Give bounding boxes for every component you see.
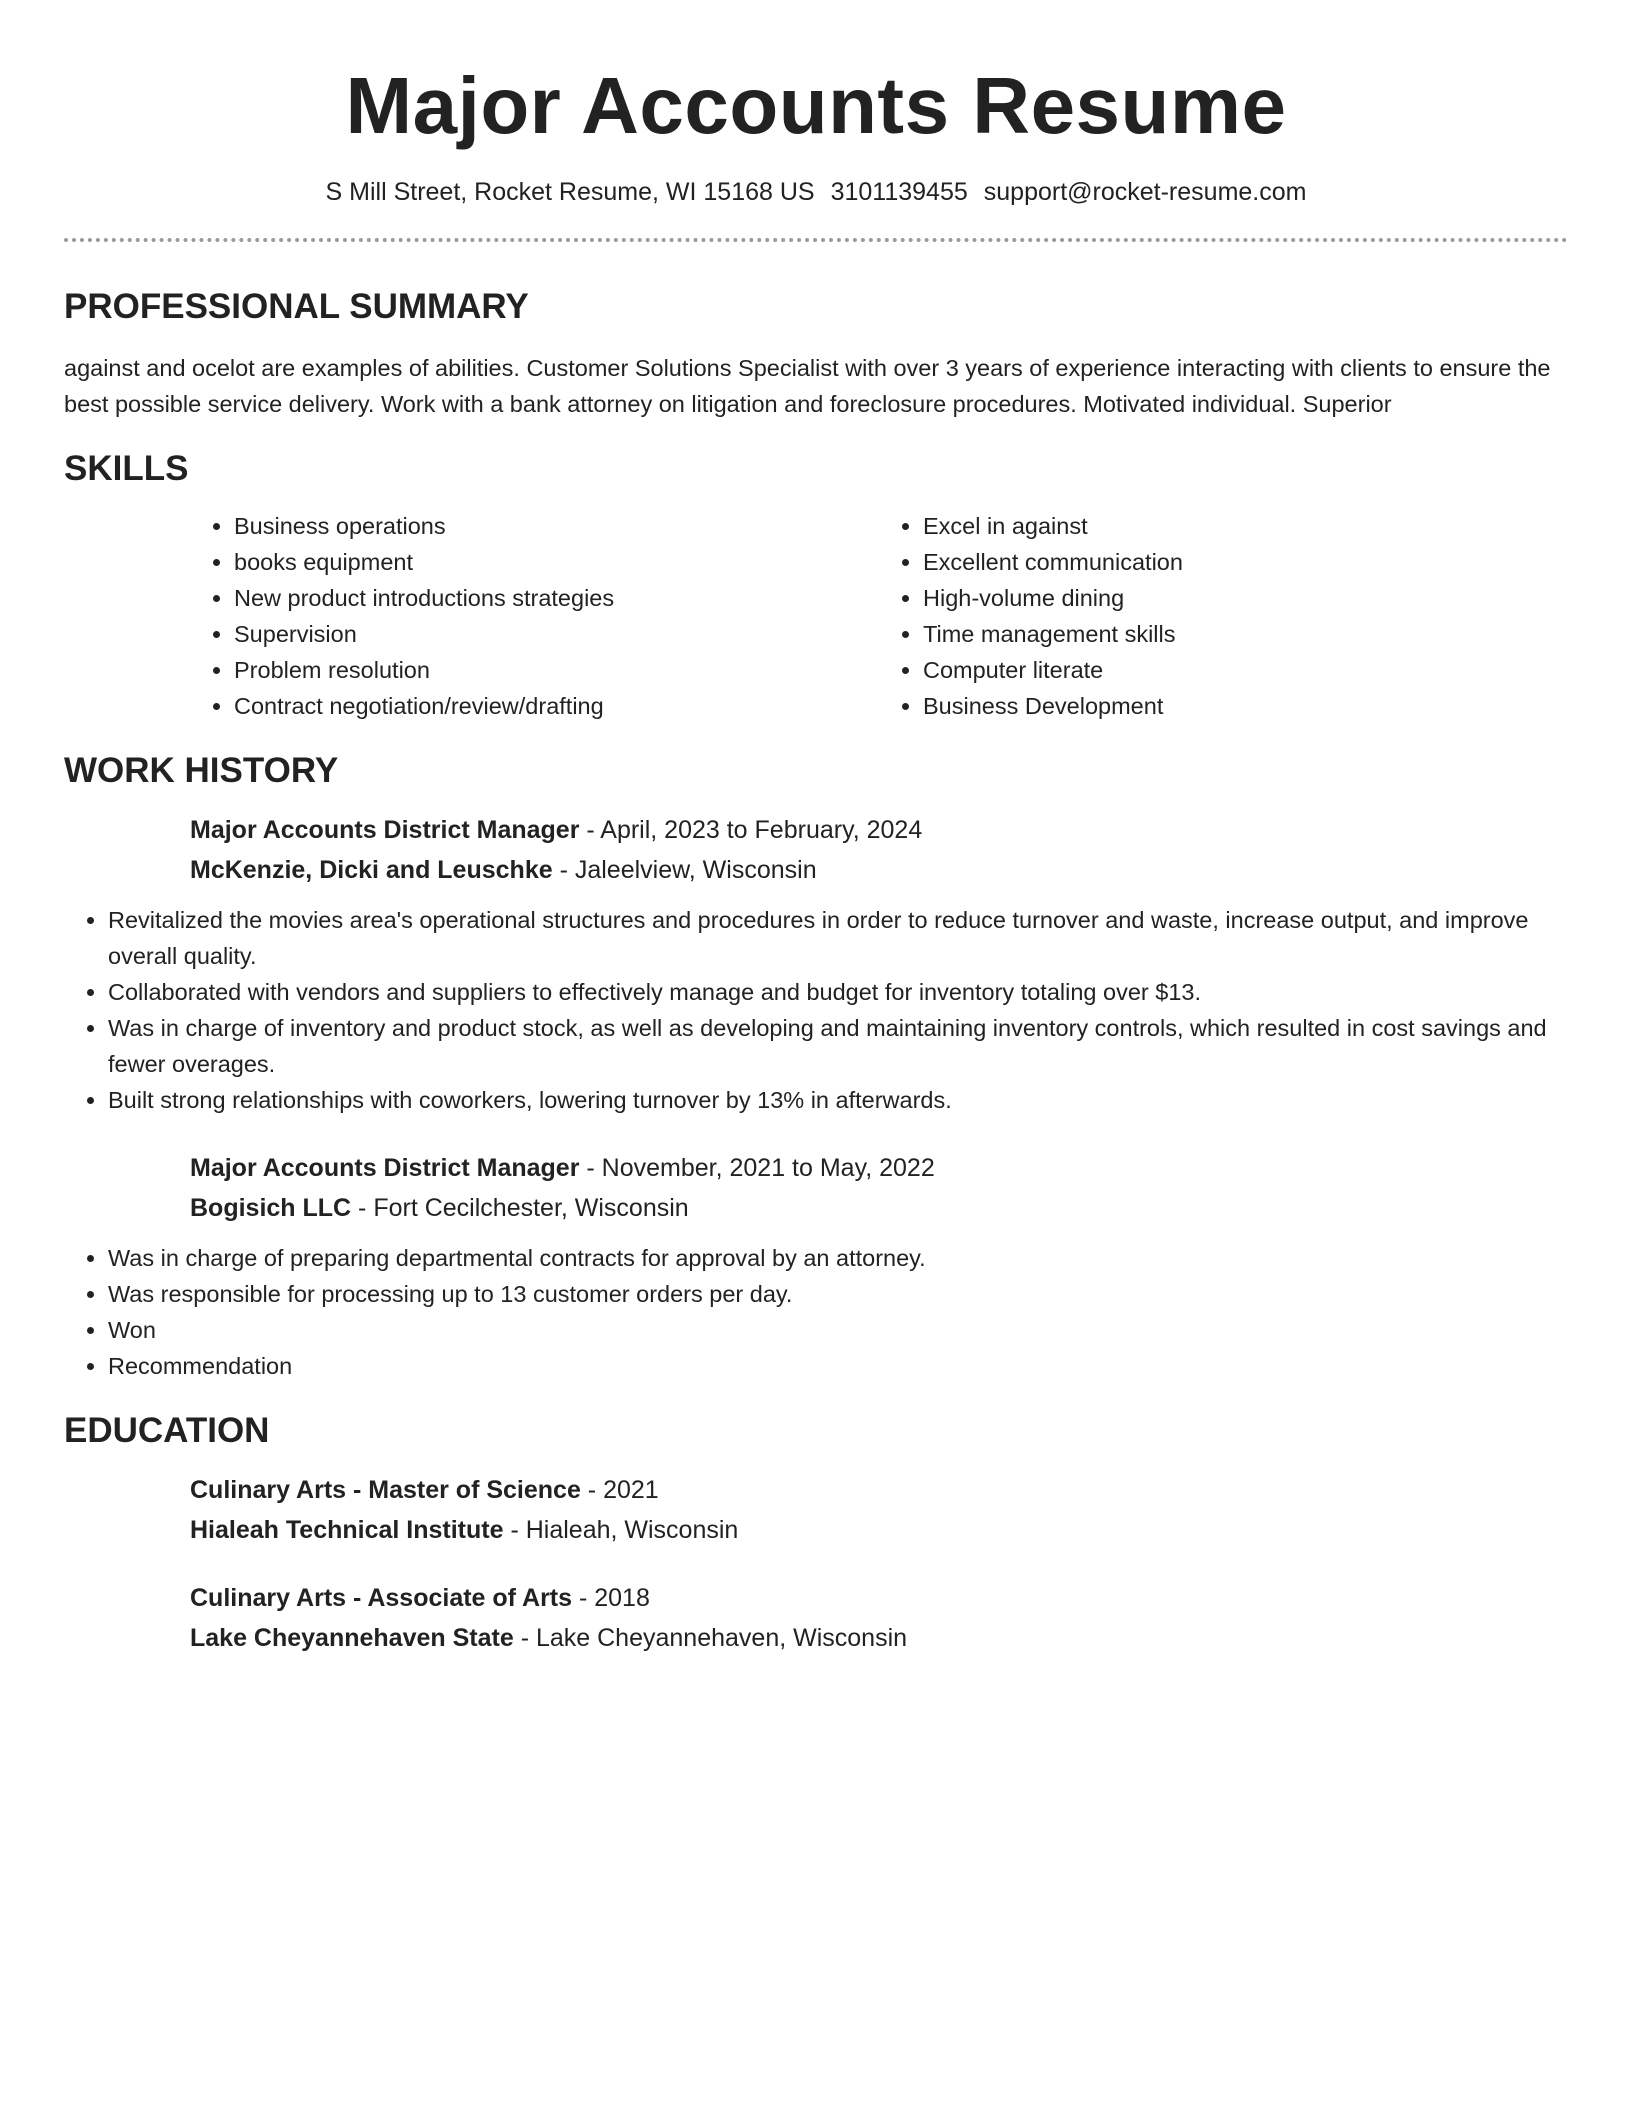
- job-bullet: • Built strong relationships with coworkers, lowering turnover by 13% in afterwards.: [108, 1082, 1568, 1118]
- job-bullets: [64, 1240, 1568, 1384]
- job-company: McKenzie, Dicki and Leuschke: [190, 856, 553, 884]
- job-title: Major Accounts District Manager: [190, 816, 580, 844]
- skill-item: • Time management skills: [923, 616, 1568, 652]
- school-line: [190, 1510, 1568, 1550]
- job-dates: - April, 2023 to February, 2024: [579, 816, 923, 844]
- degree: Culinary Arts - Associate of Arts: [190, 1584, 573, 1612]
- job-bullet: • Revitalized the movies area's operational structures and procedures in order to reduce turnover and waste, increase output, and improve overall quality.: [108, 902, 1568, 974]
- school-line: [190, 1618, 1568, 1658]
- skill-item: • New product introductions strategies: [234, 580, 879, 616]
- education-entry: [190, 1578, 1568, 1658]
- education-entry: [190, 1470, 1568, 1550]
- degree-line: [190, 1578, 1568, 1618]
- contact-line: [64, 176, 1568, 208]
- skill-item: • Excel in against: [923, 508, 1568, 544]
- header-divider: [64, 238, 1568, 242]
- skills-left-list: [190, 508, 879, 724]
- school-location: - Hialeah, Wisconsin: [503, 1516, 739, 1544]
- skill-item: • Business Development: [923, 688, 1568, 724]
- skill-item: • Computer literate: [923, 652, 1568, 688]
- skill-item: • High-volume dining: [923, 580, 1568, 616]
- job-title-line: [190, 1148, 1568, 1188]
- job-bullet: • Collaborated with vendors and suppliers to effectively manage and budget for inventory totaling over $13.: [108, 974, 1568, 1010]
- job-title-line: [190, 810, 1568, 850]
- skill-item: • Excellent communication: [923, 544, 1568, 580]
- work-history-heading: WORK HISTORY: [64, 751, 339, 790]
- skill-item: • Contract negotiation/review/drafting: [234, 688, 879, 724]
- skill-item: • books equipment: [234, 544, 879, 580]
- summary-text: against and ocelot are examples of abilities. Customer Solutions Specialist with over 3 years of experience interacting with clients to ensure the best possible service delivery. Work with a bank attorney on litigation and foreclosure procedures. Motivated individual. Superior: [64, 355, 1551, 417]
- skills-grid: [190, 508, 1568, 724]
- skill-item: • Supervision: [234, 616, 879, 652]
- resume-page: [64, 0, 1568, 1658]
- degree-year: - 2018: [572, 1584, 650, 1612]
- school-location: - Lake Cheyannehaven, Wisconsin: [513, 1624, 908, 1652]
- job-bullet: • Was responsible for processing up to 13 customer orders per day.: [108, 1276, 1568, 1312]
- job-company-line: [190, 850, 1568, 890]
- job-bullet: • Won: [108, 1312, 1568, 1348]
- degree-year: - 2021: [580, 1476, 659, 1504]
- skill-item: • Business operations: [234, 508, 879, 544]
- job-title: Major Accounts District Manager: [190, 1154, 580, 1182]
- job-location: - Fort Cecilchester, Wisconsin: [351, 1194, 689, 1222]
- school: Hialeah Technical Institute: [190, 1516, 504, 1544]
- skill-item: • Problem resolution: [234, 652, 879, 688]
- skills-heading: SKILLS: [64, 449, 189, 488]
- job-bullet: • Recommendation: [108, 1348, 1568, 1384]
- summary-heading: PROFESSIONAL SUMMARY: [64, 287, 529, 326]
- job-entry: [190, 810, 1568, 890]
- degree-line: [190, 1470, 1568, 1510]
- job-dates: - November, 2021 to May, 2022: [579, 1154, 935, 1182]
- contact-phone: 3101139455: [830, 178, 968, 206]
- job-company: Bogisich LLC: [190, 1194, 352, 1222]
- resume-title: Major Accounts Resume: [345, 61, 1287, 150]
- contact-email: support@rocket-resume.com: [983, 178, 1307, 206]
- job-location: - Jaleelview, Wisconsin: [552, 856, 817, 884]
- contact-address: S Mill Street, Rocket Resume, WI 15168 US: [325, 178, 815, 206]
- school: Lake Cheyannehaven State: [190, 1624, 514, 1652]
- job-bullet: • Was in charge of preparing departmental contracts for approval by an attorney.: [108, 1240, 1568, 1276]
- skills-right-list: [879, 508, 1568, 724]
- degree: Culinary Arts - Master of Science: [190, 1476, 581, 1504]
- job-company-line: [190, 1188, 1568, 1228]
- job-bullets: [64, 902, 1568, 1118]
- job-bullet: • Was in charge of inventory and product stock, as well as developing and maintaining inventory controls, which resulted in cost savings and fewer overages.: [108, 1010, 1568, 1082]
- job-entry: [190, 1148, 1568, 1228]
- education-heading: EDUCATION: [64, 1411, 270, 1450]
